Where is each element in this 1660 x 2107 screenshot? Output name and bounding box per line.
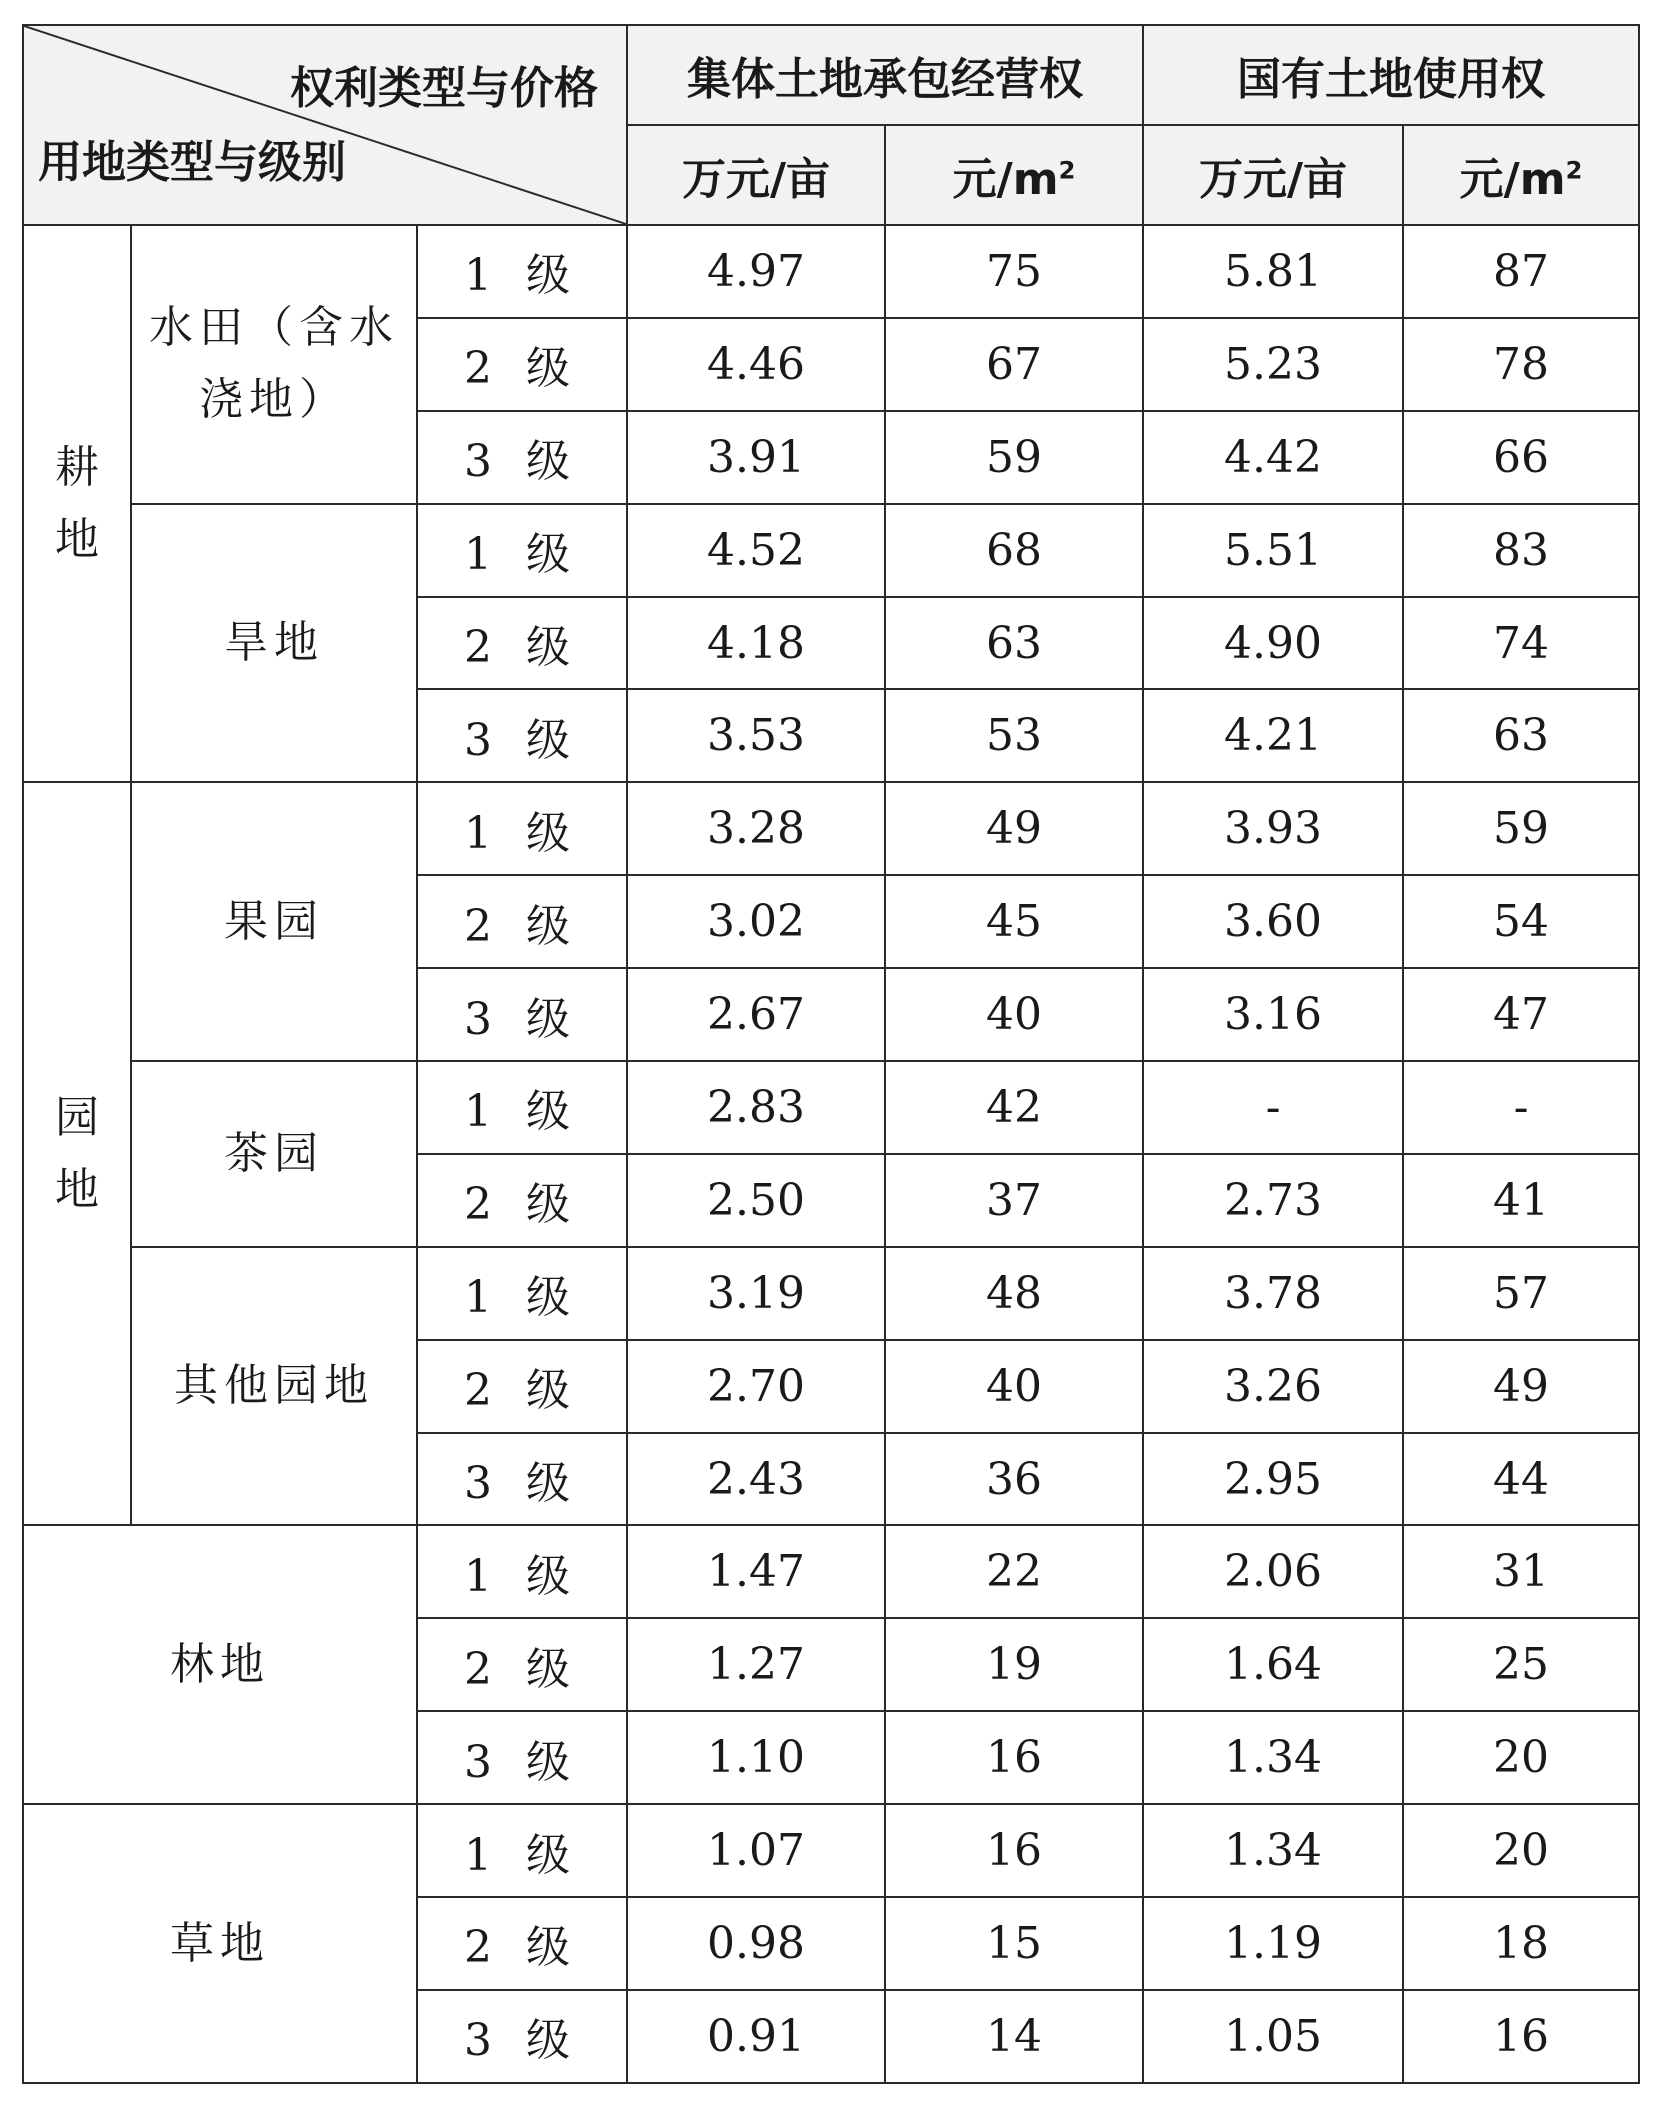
- collective-mu-value: 3.19: [627, 1247, 885, 1340]
- state-unit-m2: [1403, 125, 1639, 225]
- state-m2-value: 83: [1403, 504, 1639, 597]
- collective-m2-value: 48: [885, 1247, 1143, 1340]
- state-mu-value: 2.73: [1143, 1154, 1403, 1247]
- collective-m2-value: 67: [885, 318, 1143, 411]
- state-unit-mu: 万元/亩: [1143, 125, 1403, 225]
- collective-mu-value: 3.53: [627, 689, 885, 782]
- state-m2-value: 74: [1403, 597, 1639, 690]
- category-forest: 林地: [23, 1525, 417, 1804]
- collective-m2-value: 14: [885, 1990, 1143, 2083]
- state-mu-value: 5.81: [1143, 225, 1403, 318]
- state-m2-value: 47: [1403, 968, 1639, 1061]
- collective-mu-value: 1.27: [627, 1618, 885, 1711]
- table-row: [23, 504, 1639, 597]
- rights-type-price-label: 权利类型与价格: [290, 63, 599, 114]
- collective-m2-value: 45: [885, 875, 1143, 968]
- collective-mu-value: 4.18: [627, 597, 885, 690]
- grade-cell: 1 级: [417, 1061, 627, 1154]
- collective-mu-value: 4.52: [627, 504, 885, 597]
- subcategory-dryland: 旱地: [131, 504, 417, 783]
- state-mu-value: 1.05: [1143, 1990, 1403, 2083]
- grade-cell: 1 级: [417, 1247, 627, 1340]
- state-m2-value: 59: [1403, 782, 1639, 875]
- state-m2-value: 57: [1403, 1247, 1639, 1340]
- collective-mu-value: 0.91: [627, 1990, 885, 2083]
- grade-cell: 3 级: [417, 968, 627, 1061]
- collective-mu-value: 3.91: [627, 411, 885, 504]
- state-m2-value: 25: [1403, 1618, 1639, 1711]
- state-mu-value: 5.51: [1143, 504, 1403, 597]
- grade-cell: 1 级: [417, 1525, 627, 1618]
- collective-m2-value: 40: [885, 968, 1143, 1061]
- collective-unit-m2: [885, 125, 1143, 225]
- header-row-1: [23, 25, 1639, 125]
- grade-cell: 2 级: [417, 1154, 627, 1247]
- state-mu-value: 4.42: [1143, 411, 1403, 504]
- collective-m2-value: 16: [885, 1711, 1143, 1804]
- grade-cell: 2 级: [417, 1897, 627, 1990]
- collective-mu-value: 4.97: [627, 225, 885, 318]
- state-mu-value: 3.60: [1143, 875, 1403, 968]
- collective-m2-value: 15: [885, 1897, 1143, 1990]
- state-m2-value: 16: [1403, 1990, 1639, 2083]
- collective-m2-value: 22: [885, 1525, 1143, 1618]
- collective-mu-value: 1.07: [627, 1804, 885, 1897]
- collective-m2-value: 63: [885, 597, 1143, 690]
- table-row: [23, 1061, 1639, 1154]
- state-m2-value: 31: [1403, 1525, 1639, 1618]
- unit-m2-base: 元/m: [952, 154, 1059, 205]
- state-m2-value: 87: [1403, 225, 1639, 318]
- collective-m2-value: 16: [885, 1804, 1143, 1897]
- grade-cell: 2 级: [417, 875, 627, 968]
- state-mu-value: 3.26: [1143, 1340, 1403, 1433]
- state-mu-value: 1.19: [1143, 1897, 1403, 1990]
- grade-cell: 3 级: [417, 1711, 627, 1804]
- state-m2-value: 20: [1403, 1804, 1639, 1897]
- collective-mu-value: 2.83: [627, 1061, 885, 1154]
- diagonal-header-cell: [23, 25, 627, 225]
- state-mu-value: 4.90: [1143, 597, 1403, 690]
- grade-cell: 2 级: [417, 1618, 627, 1711]
- subcategory-other-garden: 其他园地: [131, 1247, 417, 1526]
- table-row: [23, 1247, 1639, 1340]
- collective-mu-value: 2.70: [627, 1340, 885, 1433]
- grade-cell: 1 级: [417, 782, 627, 875]
- table-row: [23, 1804, 1639, 1897]
- table-row: [23, 782, 1639, 875]
- state-mu-value: 1.64: [1143, 1618, 1403, 1711]
- collective-m2-value: 59: [885, 411, 1143, 504]
- state-mu-value: 4.21: [1143, 689, 1403, 782]
- collective-m2-value: 75: [885, 225, 1143, 318]
- state-mu-value: 1.34: [1143, 1711, 1403, 1804]
- grade-cell: 1 级: [417, 1804, 627, 1897]
- subcategory-orchard: 果园: [131, 782, 417, 1061]
- state-mu-value: 2.95: [1143, 1433, 1403, 1526]
- land-type-grade-label: 用地类型与级别: [38, 137, 346, 188]
- collective-mu-value: 2.67: [627, 968, 885, 1061]
- category-grass: 草地: [23, 1804, 417, 2083]
- collective-mu-value: 3.02: [627, 875, 885, 968]
- collective-mu-value: 3.28: [627, 782, 885, 875]
- state-m2-value: 63: [1403, 689, 1639, 782]
- state-mu-value: 3.78: [1143, 1247, 1403, 1340]
- subcategory-paddy: 水田（含水浇地）: [131, 225, 417, 504]
- collective-m2-value: 53: [885, 689, 1143, 782]
- collective-m2-value: 68: [885, 504, 1143, 597]
- grade-cell: 3 级: [417, 1433, 627, 1526]
- state-mu-value: 5.23: [1143, 318, 1403, 411]
- collective-m2-value: 19: [885, 1618, 1143, 1711]
- grade-cell: 2 级: [417, 597, 627, 690]
- grade-cell: 3 级: [417, 411, 627, 504]
- state-mu-value: 1.34: [1143, 1804, 1403, 1897]
- state-mu-value: 2.06: [1143, 1525, 1403, 1618]
- state-m2-value: 18: [1403, 1897, 1639, 1990]
- state-mu-value: -: [1143, 1061, 1403, 1154]
- collective-m2-value: 40: [885, 1340, 1143, 1433]
- collective-m2-value: 49: [885, 782, 1143, 875]
- grade-cell: 2 级: [417, 1340, 627, 1433]
- grade-cell: 1 级: [417, 225, 627, 318]
- state-m2-value: 66: [1403, 411, 1639, 504]
- state-mu-value: 3.93: [1143, 782, 1403, 875]
- collective-m2-value: 36: [885, 1433, 1143, 1526]
- state-m2-value: -: [1403, 1061, 1639, 1154]
- collective-m2-value: 42: [885, 1061, 1143, 1154]
- table-row: [23, 1525, 1639, 1618]
- grade-cell: 2 级: [417, 318, 627, 411]
- grade-cell: 1 级: [417, 504, 627, 597]
- state-m2-value: 54: [1403, 875, 1639, 968]
- state-m2-value: 49: [1403, 1340, 1639, 1433]
- unit-m2-sup: 2: [1058, 156, 1076, 185]
- collective-mu-value: 4.46: [627, 318, 885, 411]
- table-row: [23, 225, 1639, 318]
- price-table-container: [22, 24, 1638, 2084]
- land-price-table: [22, 24, 1640, 2084]
- collective-mu-value: 0.98: [627, 1897, 885, 1990]
- state-mu-value: 3.16: [1143, 968, 1403, 1061]
- collective-unit-mu: 万元/亩: [627, 125, 885, 225]
- state-m2-value: 20: [1403, 1711, 1639, 1804]
- collective-mu-value: 2.43: [627, 1433, 885, 1526]
- category-cultivated: 耕 地: [23, 225, 131, 782]
- unit-m2-base: 元/m: [1459, 154, 1566, 205]
- unit-m2-sup: 2: [1565, 156, 1583, 185]
- grade-cell: 3 级: [417, 689, 627, 782]
- state-m2-value: 44: [1403, 1433, 1639, 1526]
- state-land-header: 国有土地使用权: [1143, 25, 1639, 125]
- collective-mu-value: 1.10: [627, 1711, 885, 1804]
- grade-cell: 3 级: [417, 1990, 627, 2083]
- state-m2-value: 78: [1403, 318, 1639, 411]
- category-garden: 园 地: [23, 782, 131, 1525]
- state-m2-value: 41: [1403, 1154, 1639, 1247]
- subcategory-tea: 茶园: [131, 1061, 417, 1247]
- collective-mu-value: 2.50: [627, 1154, 885, 1247]
- collective-mu-value: 1.47: [627, 1525, 885, 1618]
- collective-m2-value: 37: [885, 1154, 1143, 1247]
- collective-land-header: 集体土地承包经营权: [627, 25, 1143, 125]
